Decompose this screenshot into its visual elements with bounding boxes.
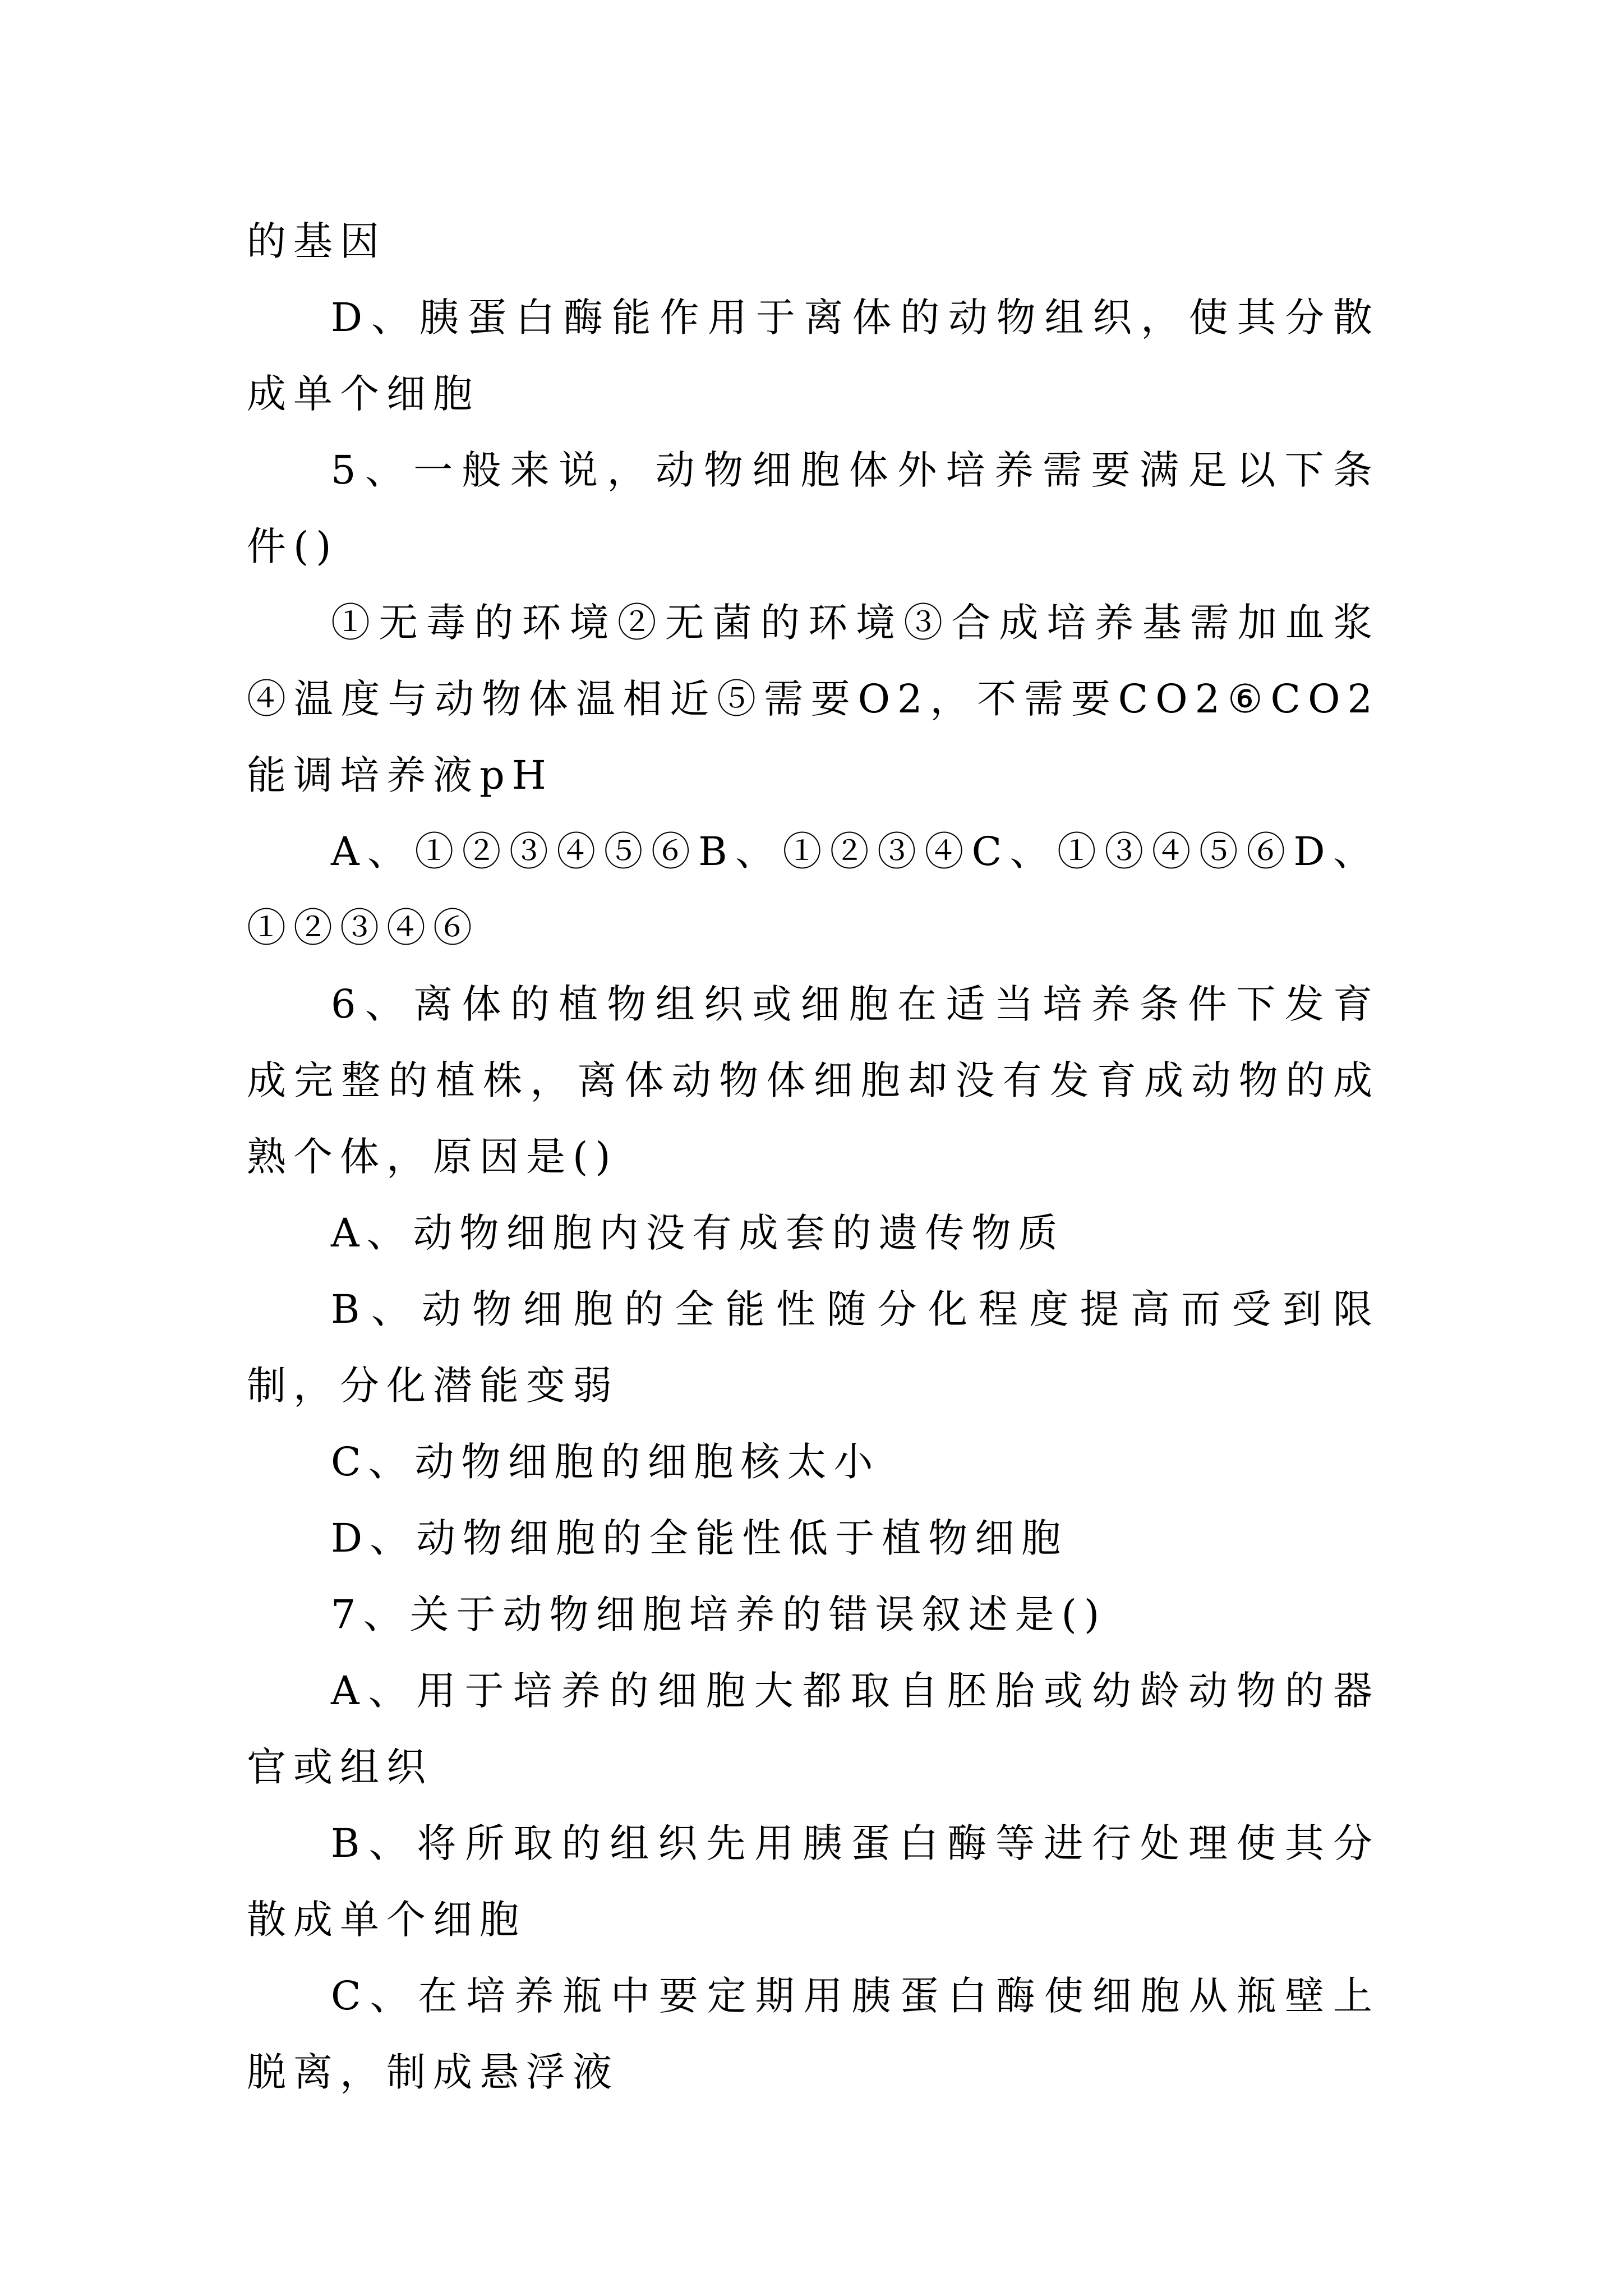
- option-4d: D、胰蛋白酶能作用于离体的动物组织，使其分散成单个细胞: [247, 295, 1380, 417]
- option-6d: D、动物细胞的全能性低于植物细胞: [331, 1515, 1068, 1561]
- question-6: 6、离体的植物组织或细胞在适当培养条件下发育成完整的植株，离体动物体细胞却没有发育成动物的成熟个体，原因是(): [247, 981, 1380, 1180]
- question-7: 7、关于动物细胞培养的错误叙述是(): [331, 1591, 1107, 1637]
- question-5-options: A、①②③④⑤⑥B、①②③④C、①③④⑤⑥D、①②③④⑥: [247, 829, 1380, 951]
- paragraph-continuation: 的基因: [247, 218, 386, 264]
- option-7c: C、在培养瓶中要定期用胰蛋白酶使细胞从瓶壁上脱离，制成悬浮液: [247, 1973, 1380, 2095]
- option-6b: B、动物细胞的全能性随分化程度提高而受到限制，分化潜能变弱: [247, 1286, 1380, 1409]
- question-5-conditions: ①无毒的环境②无菌的环境③合成培养基需加血浆④温度与动物体温相近⑤需要O2，不需要CO2⑥CO2能调培养液pH: [247, 600, 1380, 798]
- option-6a: A、动物细胞内没有成套的遗传物质: [331, 1210, 1065, 1256]
- question-5: 5、一般来说，动物细胞体外培养需要满足以下条件(): [247, 447, 1380, 569]
- option-6c: C、动物细胞的细胞核太小: [331, 1439, 880, 1485]
- document-body: [247, 203, 1380, 2110]
- option-7b: B、将所取的组织先用胰蛋白酶等进行处理使其分散成单个细胞: [247, 1820, 1380, 1943]
- option-7a: A、用于培养的细胞大都取自胚胎或幼龄动物的器官或组织: [247, 1668, 1380, 1790]
